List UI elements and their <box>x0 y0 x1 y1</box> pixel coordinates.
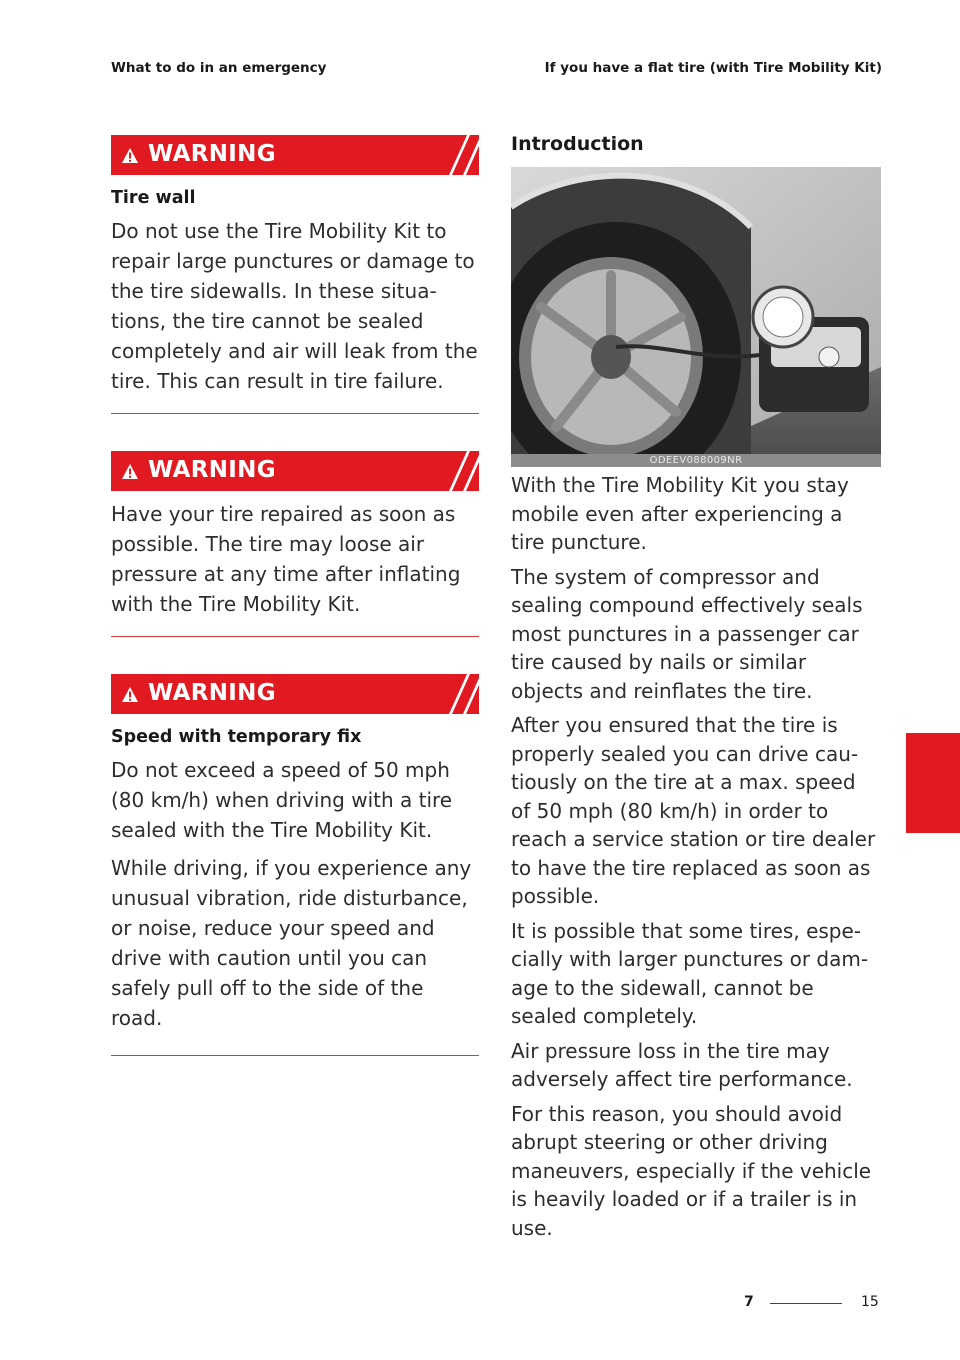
warning-stripes <box>437 674 479 714</box>
chapter-tab-number: 7 <box>911 804 925 828</box>
warning-triangle-icon <box>121 147 139 164</box>
warning-stripes <box>437 451 479 491</box>
image-code: ODEEV088009NR <box>511 454 881 467</box>
warning-label: WARNING <box>148 141 276 167</box>
introduction-column <box>511 133 881 1242</box>
warning-text: Do not exceed a speed of 50 mph (80 km/h) when driving with a tire sealed with the Tire Mobility Kit. <box>111 758 453 842</box>
warning-text: Do not use the Tire Mobility Kit to repair large punctures or damage to the tire sidewalls. In these situa-tions, the tire cannot be sealed completely and air will leak from the tire. This can result in tire failure. <box>111 219 478 393</box>
paragraph: The system of compressor and sealing compound effectively seals most punctures in a passenger car tire caused by nails or similar objects and reinflates the tire. <box>511 564 863 703</box>
warning-triangle-icon <box>121 463 139 480</box>
footer-divider <box>770 1303 842 1304</box>
warning-text: Have your tire repaired as soon as possible. The tire may loose air pressure at any time after inflating with the Tire Mobility Kit. <box>111 502 461 616</box>
tire-mobility-kit-photo <box>511 167 881 467</box>
separator-line <box>111 1055 479 1056</box>
separator-line <box>111 413 479 414</box>
running-header-topic: If you have a flat tire (with Tire Mobility Kit) <box>544 60 882 76</box>
page-number: 15 <box>861 1294 879 1310</box>
warning-label: WARNING <box>148 457 276 483</box>
footer-chapter-number: 7 <box>744 1294 754 1310</box>
warning-label: WARNING <box>148 680 276 706</box>
warning-banner <box>111 451 479 491</box>
warning-triangle-icon <box>121 686 139 703</box>
warning-text: While driving, if you experience any unusual vibration, ride disturbance, or noise, reduce your speed and drive with caution until you can safely pull off to the side of the road. <box>111 856 472 1030</box>
tire-photo-illustration <box>511 167 881 467</box>
warning-title: Speed with temporary fix <box>111 727 362 747</box>
warning-stripes <box>437 135 479 175</box>
warnings-column <box>111 135 479 1056</box>
warning-banner <box>111 135 479 175</box>
section-title: Introduction <box>511 133 644 155</box>
warning-title: Tire wall <box>111 188 196 208</box>
running-header-section: What to do in an emergency <box>111 60 327 76</box>
paragraph: After you ensured that the tire is properly sealed you can drive cau-tiously on the tire at a max. speed of 50 mph (80 km/h) in order to reach a service station or tire dealer to have the tire replaced as soon as possible. <box>511 713 876 908</box>
warning-banner <box>111 674 479 714</box>
paragraph: Air pressure loss in the tire may adversely affect tire performance. <box>511 1038 853 1091</box>
paragraph: It is possible that some tires, espe-cially with larger punctures or dam-age to the sidewall, cannot be sealed completely. <box>511 918 869 1028</box>
paragraph: For this reason, you should avoid abrupt steering or other driving maneuvers, especially if the vehicle is heavily loaded or if a trailer is in use. <box>511 1101 872 1240</box>
paragraph: With the Tire Mobility Kit you stay mobile even after experiencing a tire puncture. <box>511 473 849 554</box>
separator-line <box>111 636 479 637</box>
